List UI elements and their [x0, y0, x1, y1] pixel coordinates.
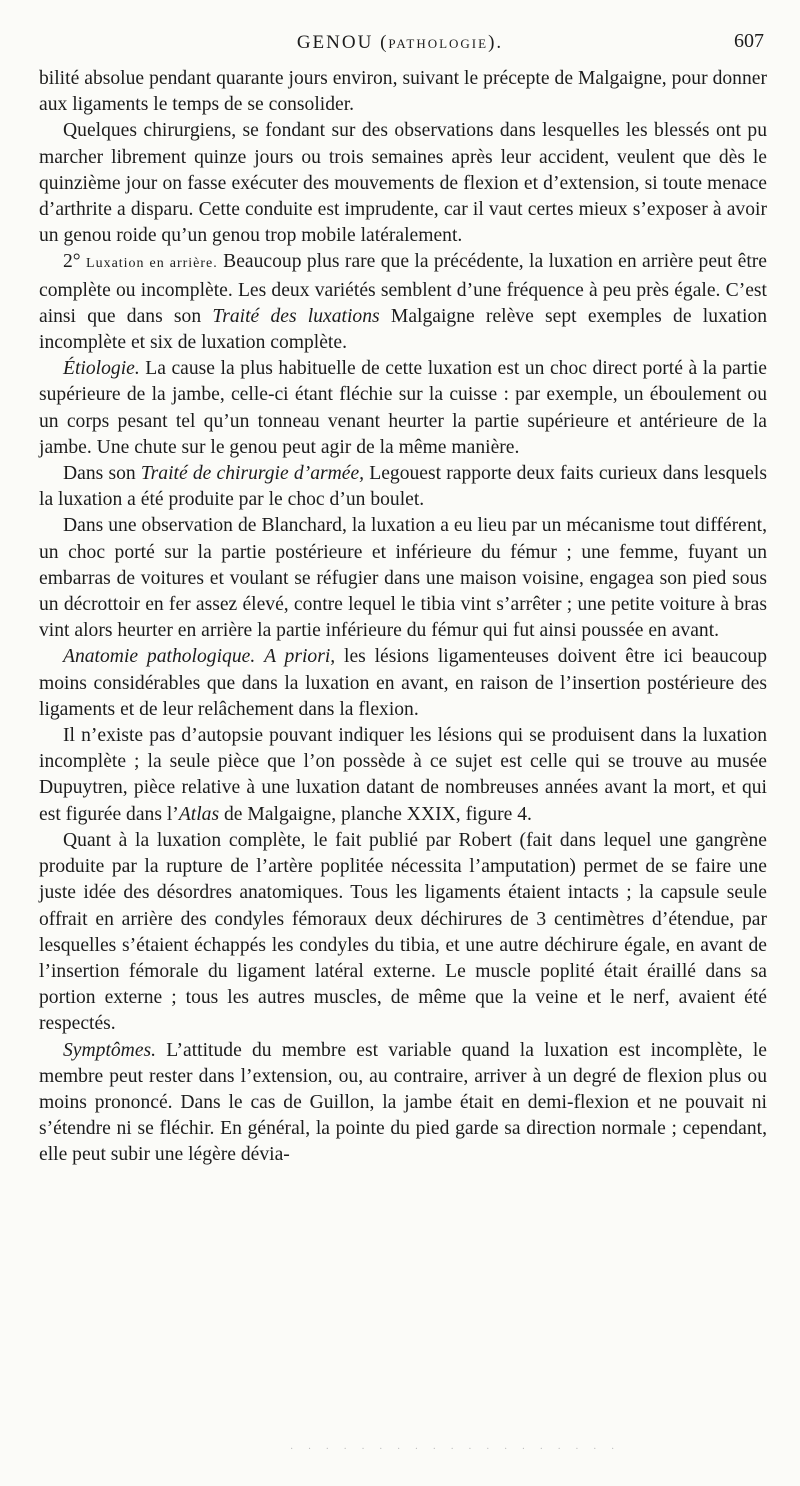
page-header	[0, 30, 800, 60]
page-number: 607	[734, 30, 764, 52]
section-heading: Luxation en arrière.	[86, 256, 218, 272]
running-title-subtitle: PATHOLOGIE	[388, 36, 489, 51]
paragraph-2: Quelques chirurgiens, se fondant sur des observations dans lesquelles les blessés ont pu marcher librement quinze jours ou trois semaines après leur accident, veulent que dès le quinzième jour on fasse exécuter des mouvements de flexion et d’extension, si toute menace d’arthrite a disparu. Cette conduite est imprudente, car il vaut certes mieux s’exposer à avoir un genou roide qu’un genou trop mobile latéralement.	[39, 120, 767, 247]
section-number: 2°	[63, 251, 87, 273]
paragraph-8-text-a: Il n’existe pas d’autopsie pouvant indiquer les lésions qui se produisent dans la luxation incomplète ; la seule pièce que l’on possède à ce sujet est celle qui se trouve au musée Dupuytren, pièce relative à une luxation datant de nombreuses années avant la mort, et qui est figurée dans l’	[39, 725, 767, 825]
paragraph-3-text-b: Malgaigne relève sept exemples de luxation incomplète et six de luxation complète.	[39, 305, 767, 354]
paragraph-7-gap	[255, 646, 264, 667]
book-title-atlas: Atlas	[178, 803, 220, 825]
running-title	[0, 32, 800, 54]
page-body	[39, 66, 767, 1169]
book-title-chirurgie: Traité de chirurgie d’armée,	[140, 463, 365, 485]
paragraph-5-text-b: Legouest rapporte deux faits curieux dans lesquels la luxation a été produite par le choc d’un boulet.	[39, 463, 767, 511]
running-title-open: (	[373, 32, 389, 53]
paragraph-10	[39, 1038, 767, 1169]
subheading-etiologie: Étiologie.	[63, 358, 140, 380]
phrase-a-priori: A priori,	[264, 646, 336, 668]
paragraph-4-text: La cause la plus habituelle de cette luxation est un choc direct porté à la partie supérieure de la jambe, celle-ci étant fléchie sur la cuisse : par exemple, un éboulement ou un corps pesant tel qu’un tonneau venant heurter la partie supérieure et antérieure de la jambe. Une chute sur le genou peut agir de la même manière.	[39, 358, 767, 458]
paragraph-8-text-b: de Malgaigne, planche XXIX, figure 4.	[219, 803, 532, 825]
paragraph-6: Dans une observation de Blanchard, la luxation a eu lieu par un mécanisme tout différent, un choc porté sur la partie postérieure et inférieure du fémur ; une femme, fuyant un embarras de voitures et voulant se réfugier dans une maison voisine, engagea son pied sous un décrottoir en fer assez élevé, contre lequel le tibia vint s’arrêter ; une petite voiture à bras vint alors heurter en arrière la partie inférieure du fémur qui fut ainsi poussée en avant.	[39, 515, 767, 642]
running-title-main: GENOU	[296, 32, 374, 53]
paragraph-8	[39, 723, 767, 828]
running-title-close: ).	[488, 32, 504, 53]
book-title-luxations: Traité des luxations	[212, 305, 380, 327]
paragraph-5-text-a: Dans son	[63, 463, 141, 485]
subheading-anatomie: Anatomie pathologique.	[63, 646, 256, 668]
paragraph-7	[39, 644, 767, 723]
paragraph-3	[39, 249, 767, 356]
paragraph-3-text-a: Beaucoup plus rare que la précédente, la luxation en arrière peut être complète ou incomplète. Les deux variétés semblent d’une fréquence à peu près égale. C’est ainsi que dans son	[39, 251, 767, 327]
paragraph-4	[39, 356, 767, 461]
subheading-symptomes: Symptômes.	[63, 1039, 157, 1061]
paragraph-10-text: L’attitude du membre est variable quand la luxation est incomplète, le membre peut rester dans l’extension, ou, au contraire, arriver à un degré de flexion plus ou moins prononcé. Dans le cas de Guillon, la jambe était en demi-flexion et ne pouvait ni s’étendre ni se fléchir. En général, la pointe du pied garde sa direction normale ; cependant, elle peut subir une légère dévia-	[39, 1039, 767, 1166]
bleed-through-marks: · · · · · · · · · · · · · · · · · · ·	[290, 1444, 621, 1455]
paragraph-1: bilité absolue pendant quarante jours environ, suivant le précepte de Malgaigne, pour donner aux ligaments le temps de se consolider.	[39, 68, 767, 116]
paragraph-7-text: les lésions ligamenteuses doivent être ici beaucoup moins considérables que dans la luxation en avant, en raison de l’insertion postérieure des ligaments et de leur relâchement dans la flexion.	[39, 646, 767, 720]
paragraph-5	[39, 461, 767, 513]
paragraph-9: Quant à la luxation complète, le fait publié par Robert (fait dans lequel une gangrène produite par la rupture de l’artère poplitée nécessita l’amputation) permet de se faire une juste idée des désordres anatomiques. Tous les ligaments étaient intacts ; la capsule seule offrait en arrière des condyles fémoraux deux déchirures de 3 centimètres d’étendue, par lesquelles s’étaient échappés les condyles du tibia, et une autre déchirure égale, en avant de l’insertion fémorale du ligament latéral externe. Le muscle poplité était éraillé dans sa portion externe ; tous les autres muscles, de même que la veine et le nerf, avaient été respectés.	[39, 829, 767, 1035]
